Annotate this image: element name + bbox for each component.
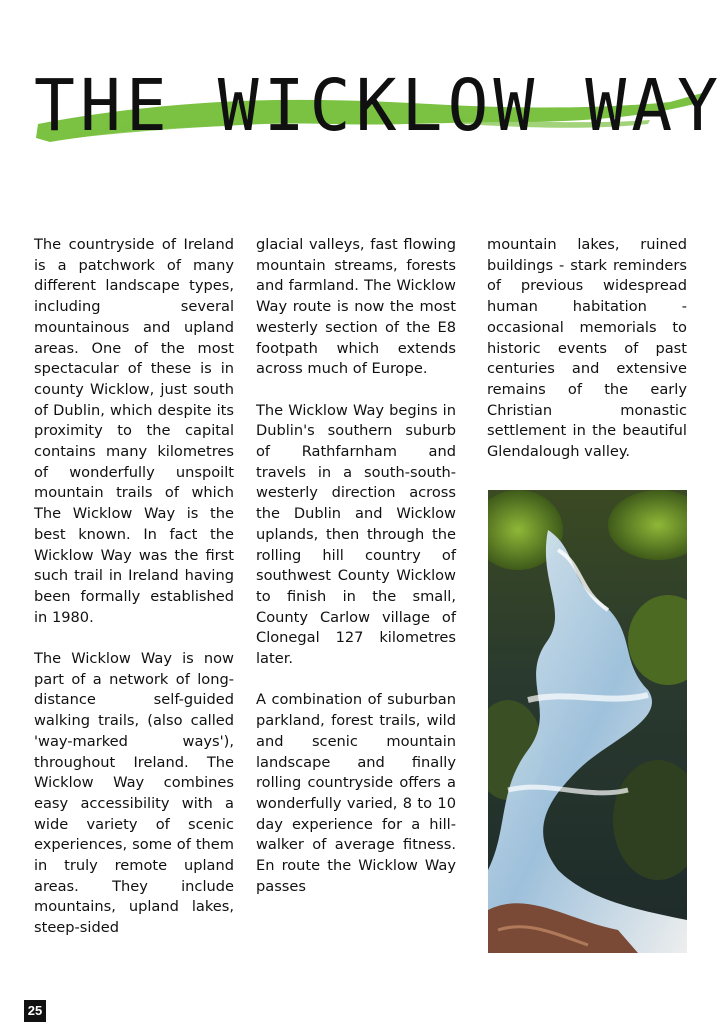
- paragraph-intro: The countryside of Ireland is a patchwork of many different landscape types, including several mountainous and upland areas. One of the most spectacular of these is in county Wicklow, just south of Dublin, which despite its proximity to the capital contains many kilometres of wonderfully unspoilt mountain trails of which The Wicklow Way is the best known. In fact the Wicklow Way was the first such trail in Ireland having been formally established in 1980.: [34, 236, 234, 626]
- paragraph-experience: A combination of suburban parkland, forest trails, wild and scenic mountain landscape and finally rolling countryside offers a wonderfully varied, 8 to 10 day experience for a hill-walker of average fitness. En route the Wicklow Way passes: [256, 691, 456, 895]
- waterfall-photo: [488, 490, 687, 953]
- text-column-2: [256, 235, 456, 897]
- page-title: THE WICKLOW WAY: [34, 65, 724, 148]
- paragraph-landscape: glacial valleys, fast flowing mountain streams, forests and farmland. The Wicklow Way route is now the most westerly section of the E8 footpath which extends across much of Europe.: [256, 236, 456, 378]
- text-column-1: [34, 235, 234, 939]
- paragraph-glendalough: mountain lakes, ruined buildings - stark reminders of previous widespread human habitation - occasional memorials to historic events of past centuries and extensive remains of the early Christian monastic settlement in the beautiful Glendalough valley.: [487, 236, 687, 461]
- title-block: [30, 62, 724, 152]
- page-number: 25: [24, 1000, 46, 1022]
- paragraph-network: The Wicklow Way is now part of a network of long-distance self-guided walking trails, (also called 'way-marked ways'), throughout Ireland. The Wicklow Way combines easy accessibility with a wide variety of scenic experiences, some of them in truly remote upland areas. They include mountains, upland lakes, steep-sided: [34, 650, 234, 937]
- paragraph-route: The Wicklow Way begins in Dublin's southern suburb of Rathfarnham and travels in a south-south-westerly direction across the Dublin and Wicklow uplands, then through the rolling hill country of southwest County Wicklow to finish in the small, County Carlow village of Clonegal 127 kilometres later.: [256, 401, 456, 668]
- text-column-3: [487, 235, 687, 463]
